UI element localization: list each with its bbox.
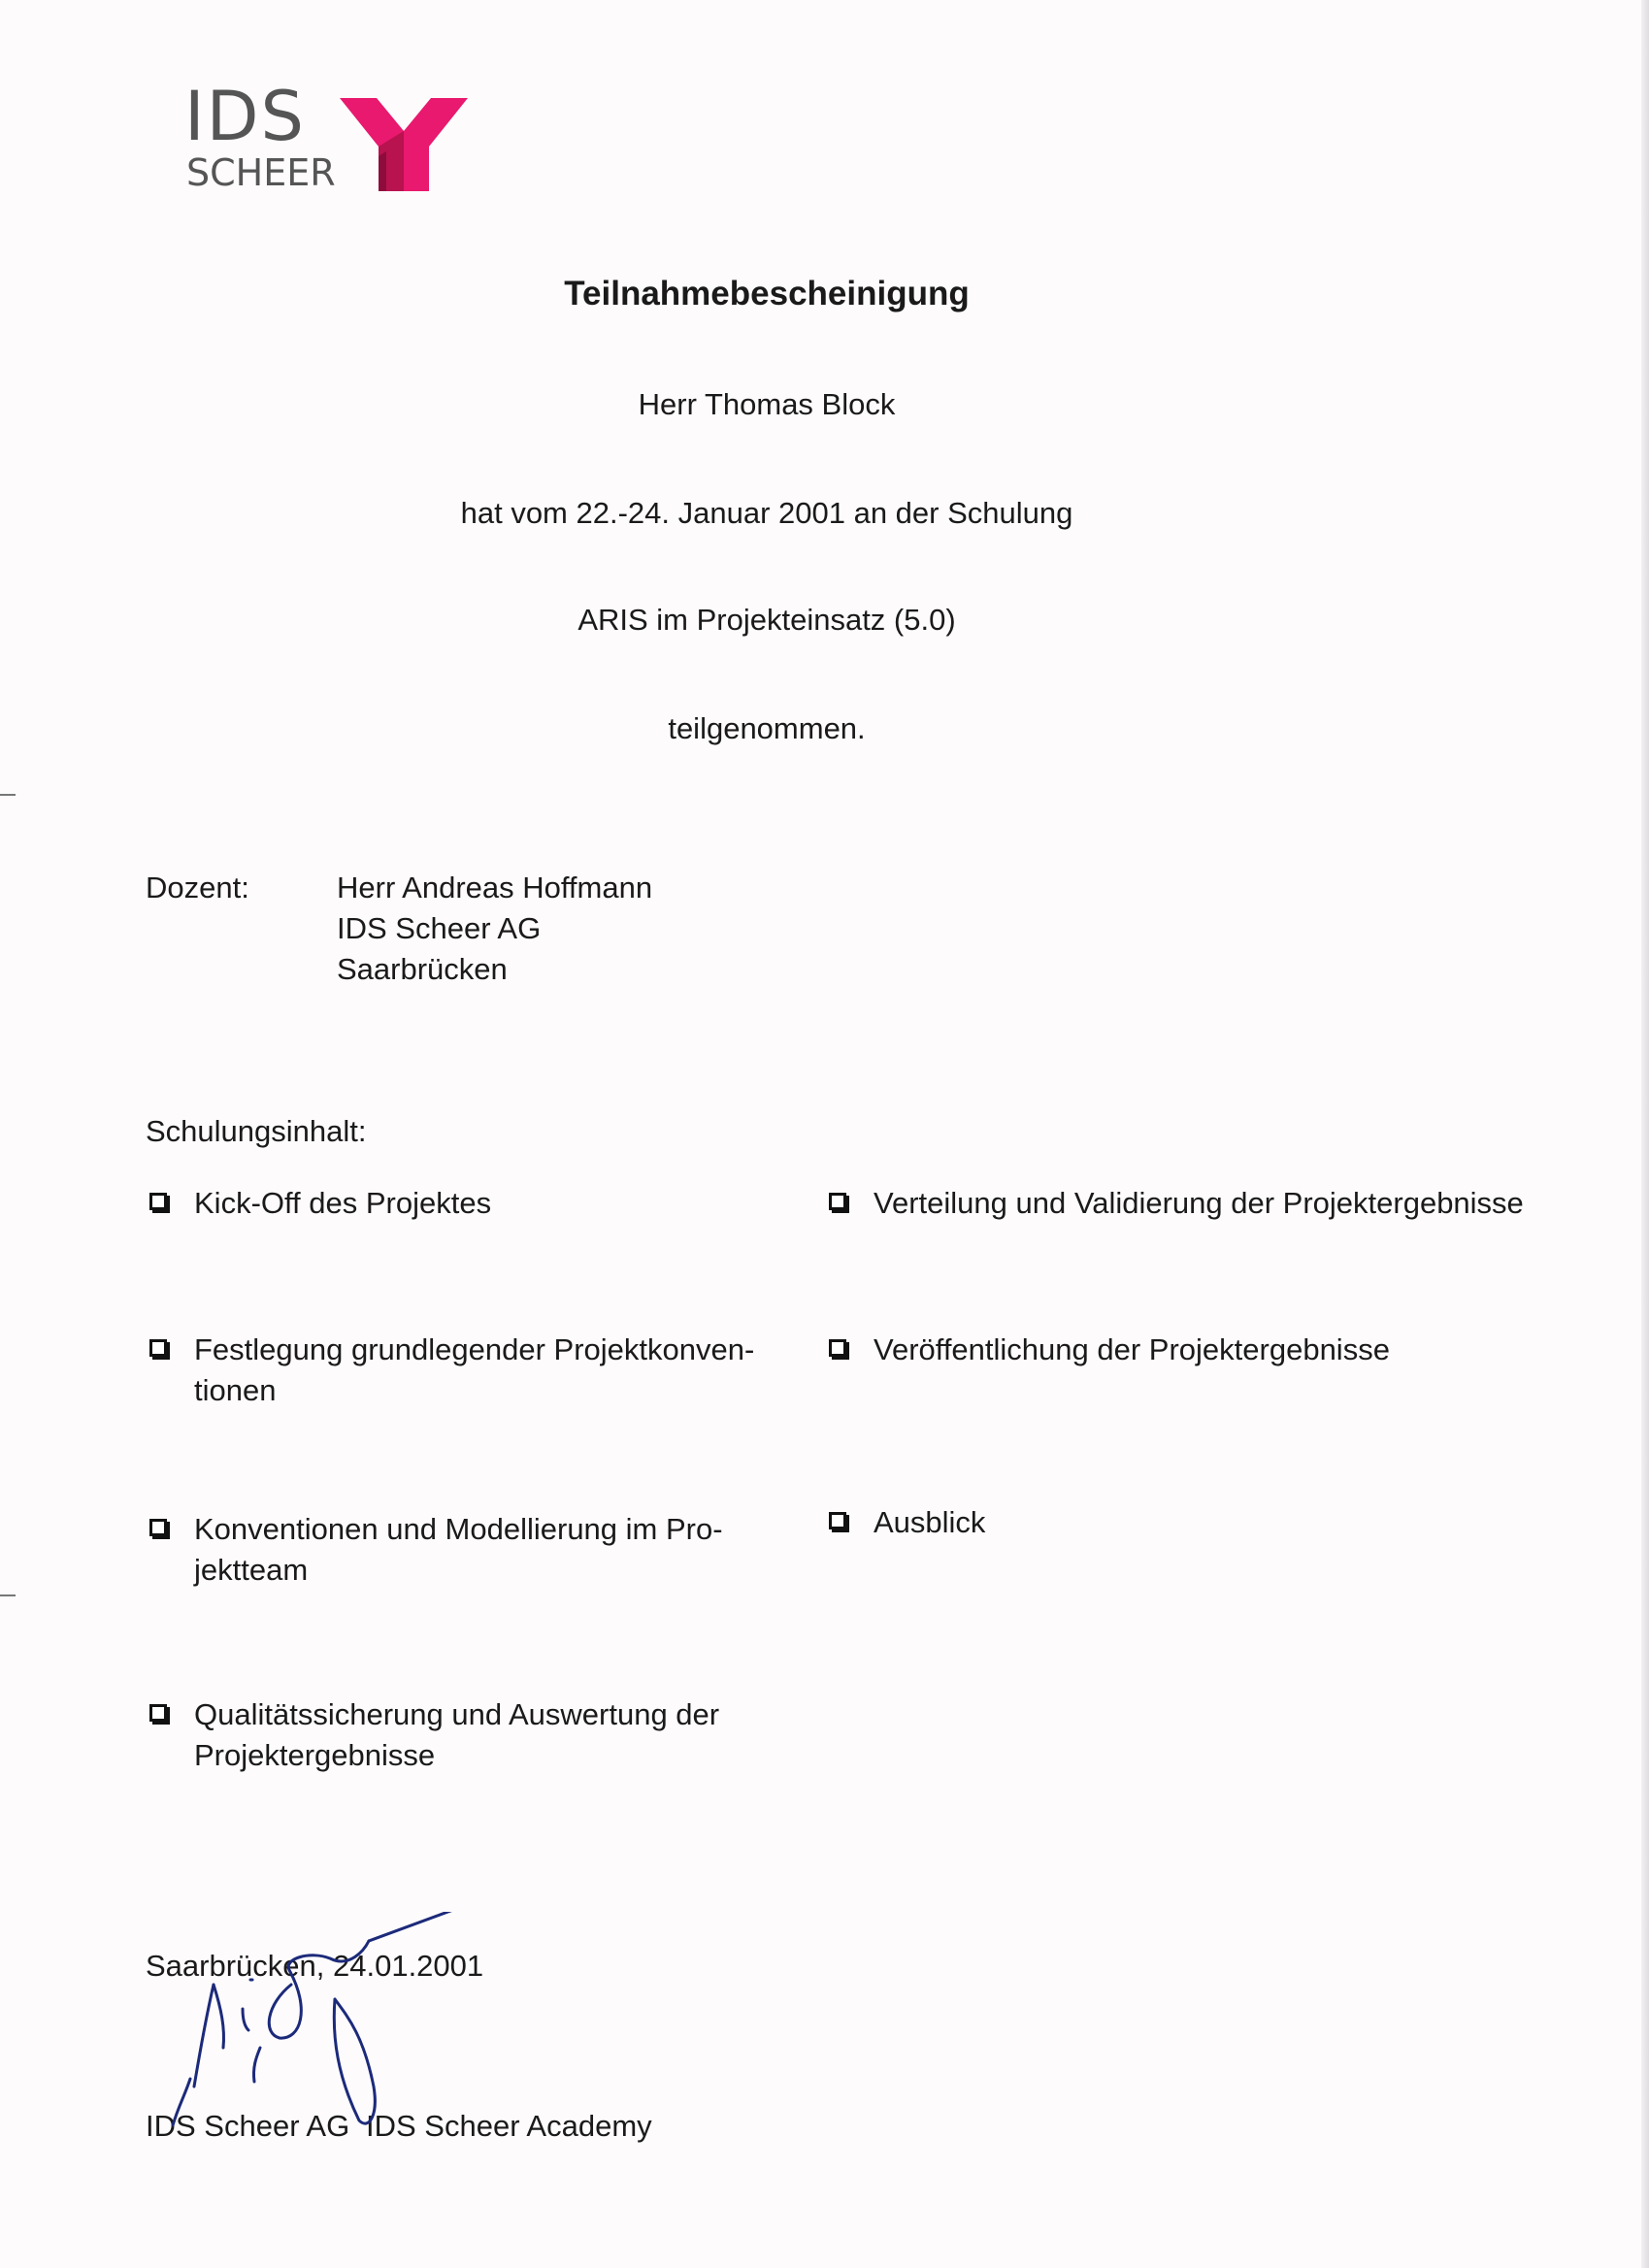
participant-name: Herr Thomas Block [638,387,896,421]
lecturer-city: Saarbrücken [337,952,508,986]
checkbox-icon [149,1339,167,1357]
logo-mark-icon [340,98,468,191]
lecturer-company: IDS Scheer AG [337,911,542,945]
contents-item: Ausblick [825,1502,985,1543]
ids-scheer-logo [184,77,476,199]
signature-icon [165,1912,495,2135]
contents-item: Veröffentlichung der Projektergebnisse [825,1330,1390,1370]
lecturer-name: Herr Andreas Hoffmann [337,871,653,904]
issuer-right: IDS Scheer Academy [366,2109,652,2143]
checkbox-icon [829,1193,846,1210]
logo-text-scheer: SCHEER [186,151,336,194]
contents-item: Festlegung grundlegender Projektkonven- tionen [146,1330,754,1411]
lecturer-label: Dozent: [146,871,249,904]
checkbox-icon [149,1193,167,1210]
completion-text: teilgenommen. [668,711,866,745]
document-title: Teilnahmebescheinigung [564,275,970,312]
contents-item: Verteilung und Validierung der Projektergebnisse [825,1183,1524,1224]
contents-item: Konventionen und Modellierung im Pro- jektteam [146,1509,723,1591]
contents-item: Qualitätssicherung und Auswertung der Projektergebnisse [146,1694,719,1776]
page-edge-shadow [1641,0,1649,2268]
checkbox-icon [149,1704,167,1722]
place-date: Saarbrücken, 24.01.2001 [146,1949,484,1983]
logo-text-ids: IDS [184,77,306,156]
contents-heading: Schulungsinhalt: [146,1114,367,1148]
issuer-left: IDS Scheer AG [146,2109,350,2143]
checkbox-icon [149,1519,167,1536]
lecturer-block [337,868,652,990]
course-name: ARIS im Projekteinsatz (5.0) [577,603,956,637]
attendance-line: hat vom 22.-24. Januar 2001 an der Schulung [460,496,1073,530]
checkbox-icon [829,1512,846,1529]
contents-item: Kick-Off des Projektes [146,1183,491,1224]
fold-mark-top [0,794,16,796]
fold-mark-bottom [0,1594,16,1596]
checkbox-icon [829,1339,846,1357]
